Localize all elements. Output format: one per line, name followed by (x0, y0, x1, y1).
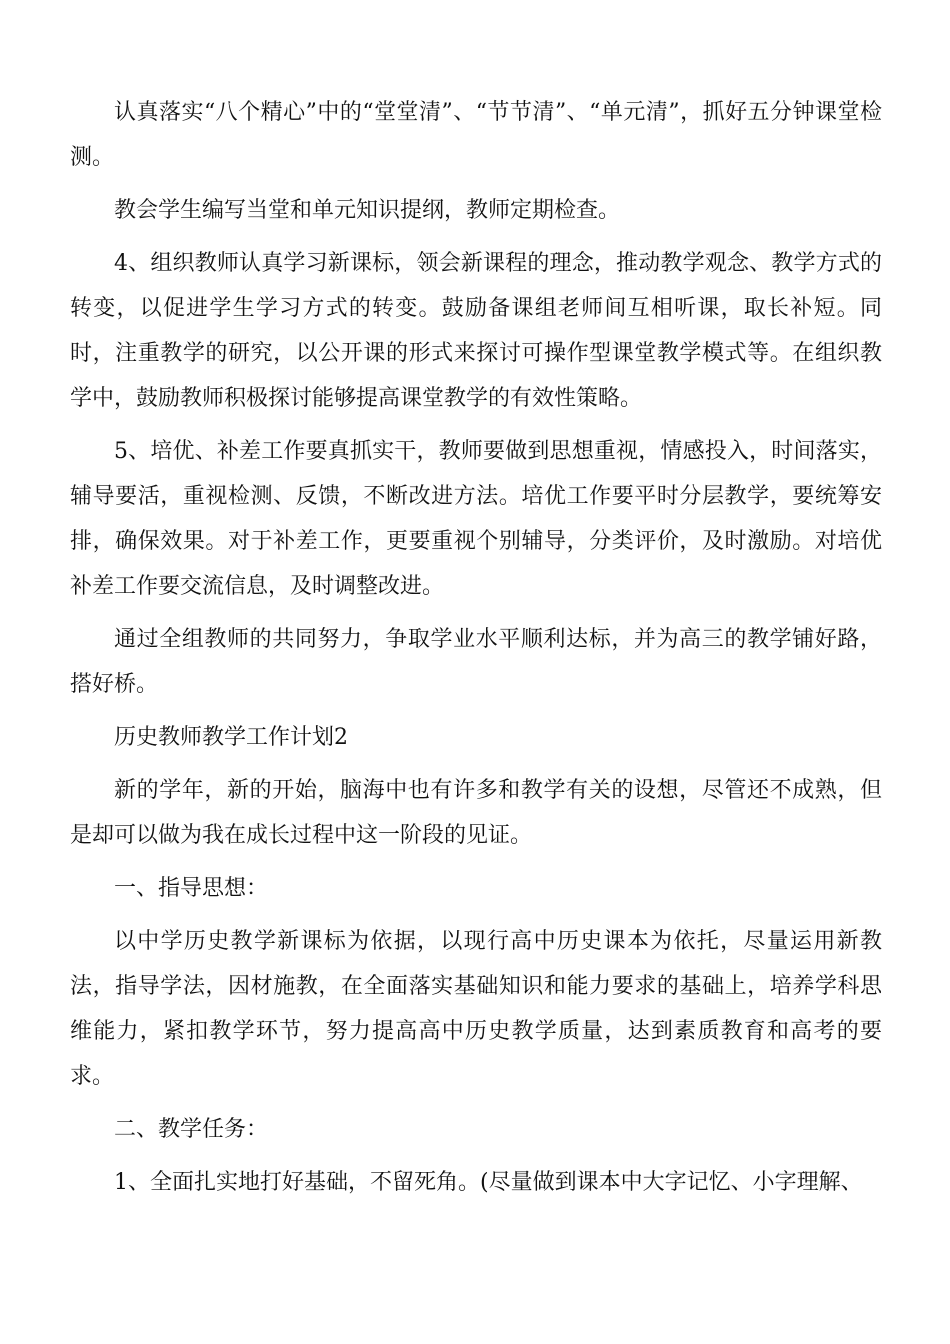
paragraph: 认真落实“八个精心”中的“堂堂清”、“节节清”、“单元清”，抓好五分钟课堂检测。 (70, 100, 882, 170)
section-heading: 二、教学任务： (114, 1117, 269, 1142)
section-title: 历史教师教学工作计划2 (114, 725, 348, 750)
paragraph: 4、组织教师认真学习新课标，领会新课程的理念，推动教学观念、教学方式的转变，以促进学生学习方式的转变。鼓励备课组老师间互相听课，取长补短。同时，注重教学的研究，以公开课的形式来探讨可操作型课堂教学模式等。在组织教学中，鼓励教师积极探讨能够提高课堂教学的有效性策略。 (70, 251, 882, 411)
paragraph: 5、培优、补差工作要真抓实干，教师要做到思想重视，情感投入，时间落实，辅导要活，重视检测、反馈，不断改进方法。培优工作要平时分层教学，要统筹安排，确保效果。对于补差工作，更要重视个别辅导，分类评价，及时激励。对培优补差工作要交流信息，及时调整改进。 (70, 439, 882, 599)
section-heading: 一、指导思想： (114, 876, 269, 901)
paragraph: 通过全组教师的共同努力，争取学业水平顺利达标，并为高三的教学铺好路，搭好桥。 (70, 627, 882, 697)
paragraph: 教会学生编写当堂和单元知识提纲，教师定期检查。 (114, 198, 621, 223)
paragraph: 1、全面扎实地打好基础，不留死角。(尽量做到课本中大字记忆、小字理解、 (114, 1170, 863, 1195)
paragraph: 以中学历史教学新课标为依据，以现行高中历史课本为依托，尽量运用新教法，指导学法，因材施教，在全面落实基础知识和能力要求的基础上，培养学科思维能力，紧扣教学环节，努力提高高中历史教学质量，达到素质教育和高考的要求。 (70, 929, 882, 1089)
paragraph: 新的学年，新的开始，脑海中也有许多和教学有关的设想，尽管还不成熟，但是却可以做为我在成长过程中这一阶段的见证。 (70, 778, 882, 848)
document-body (70, 90, 882, 1213)
